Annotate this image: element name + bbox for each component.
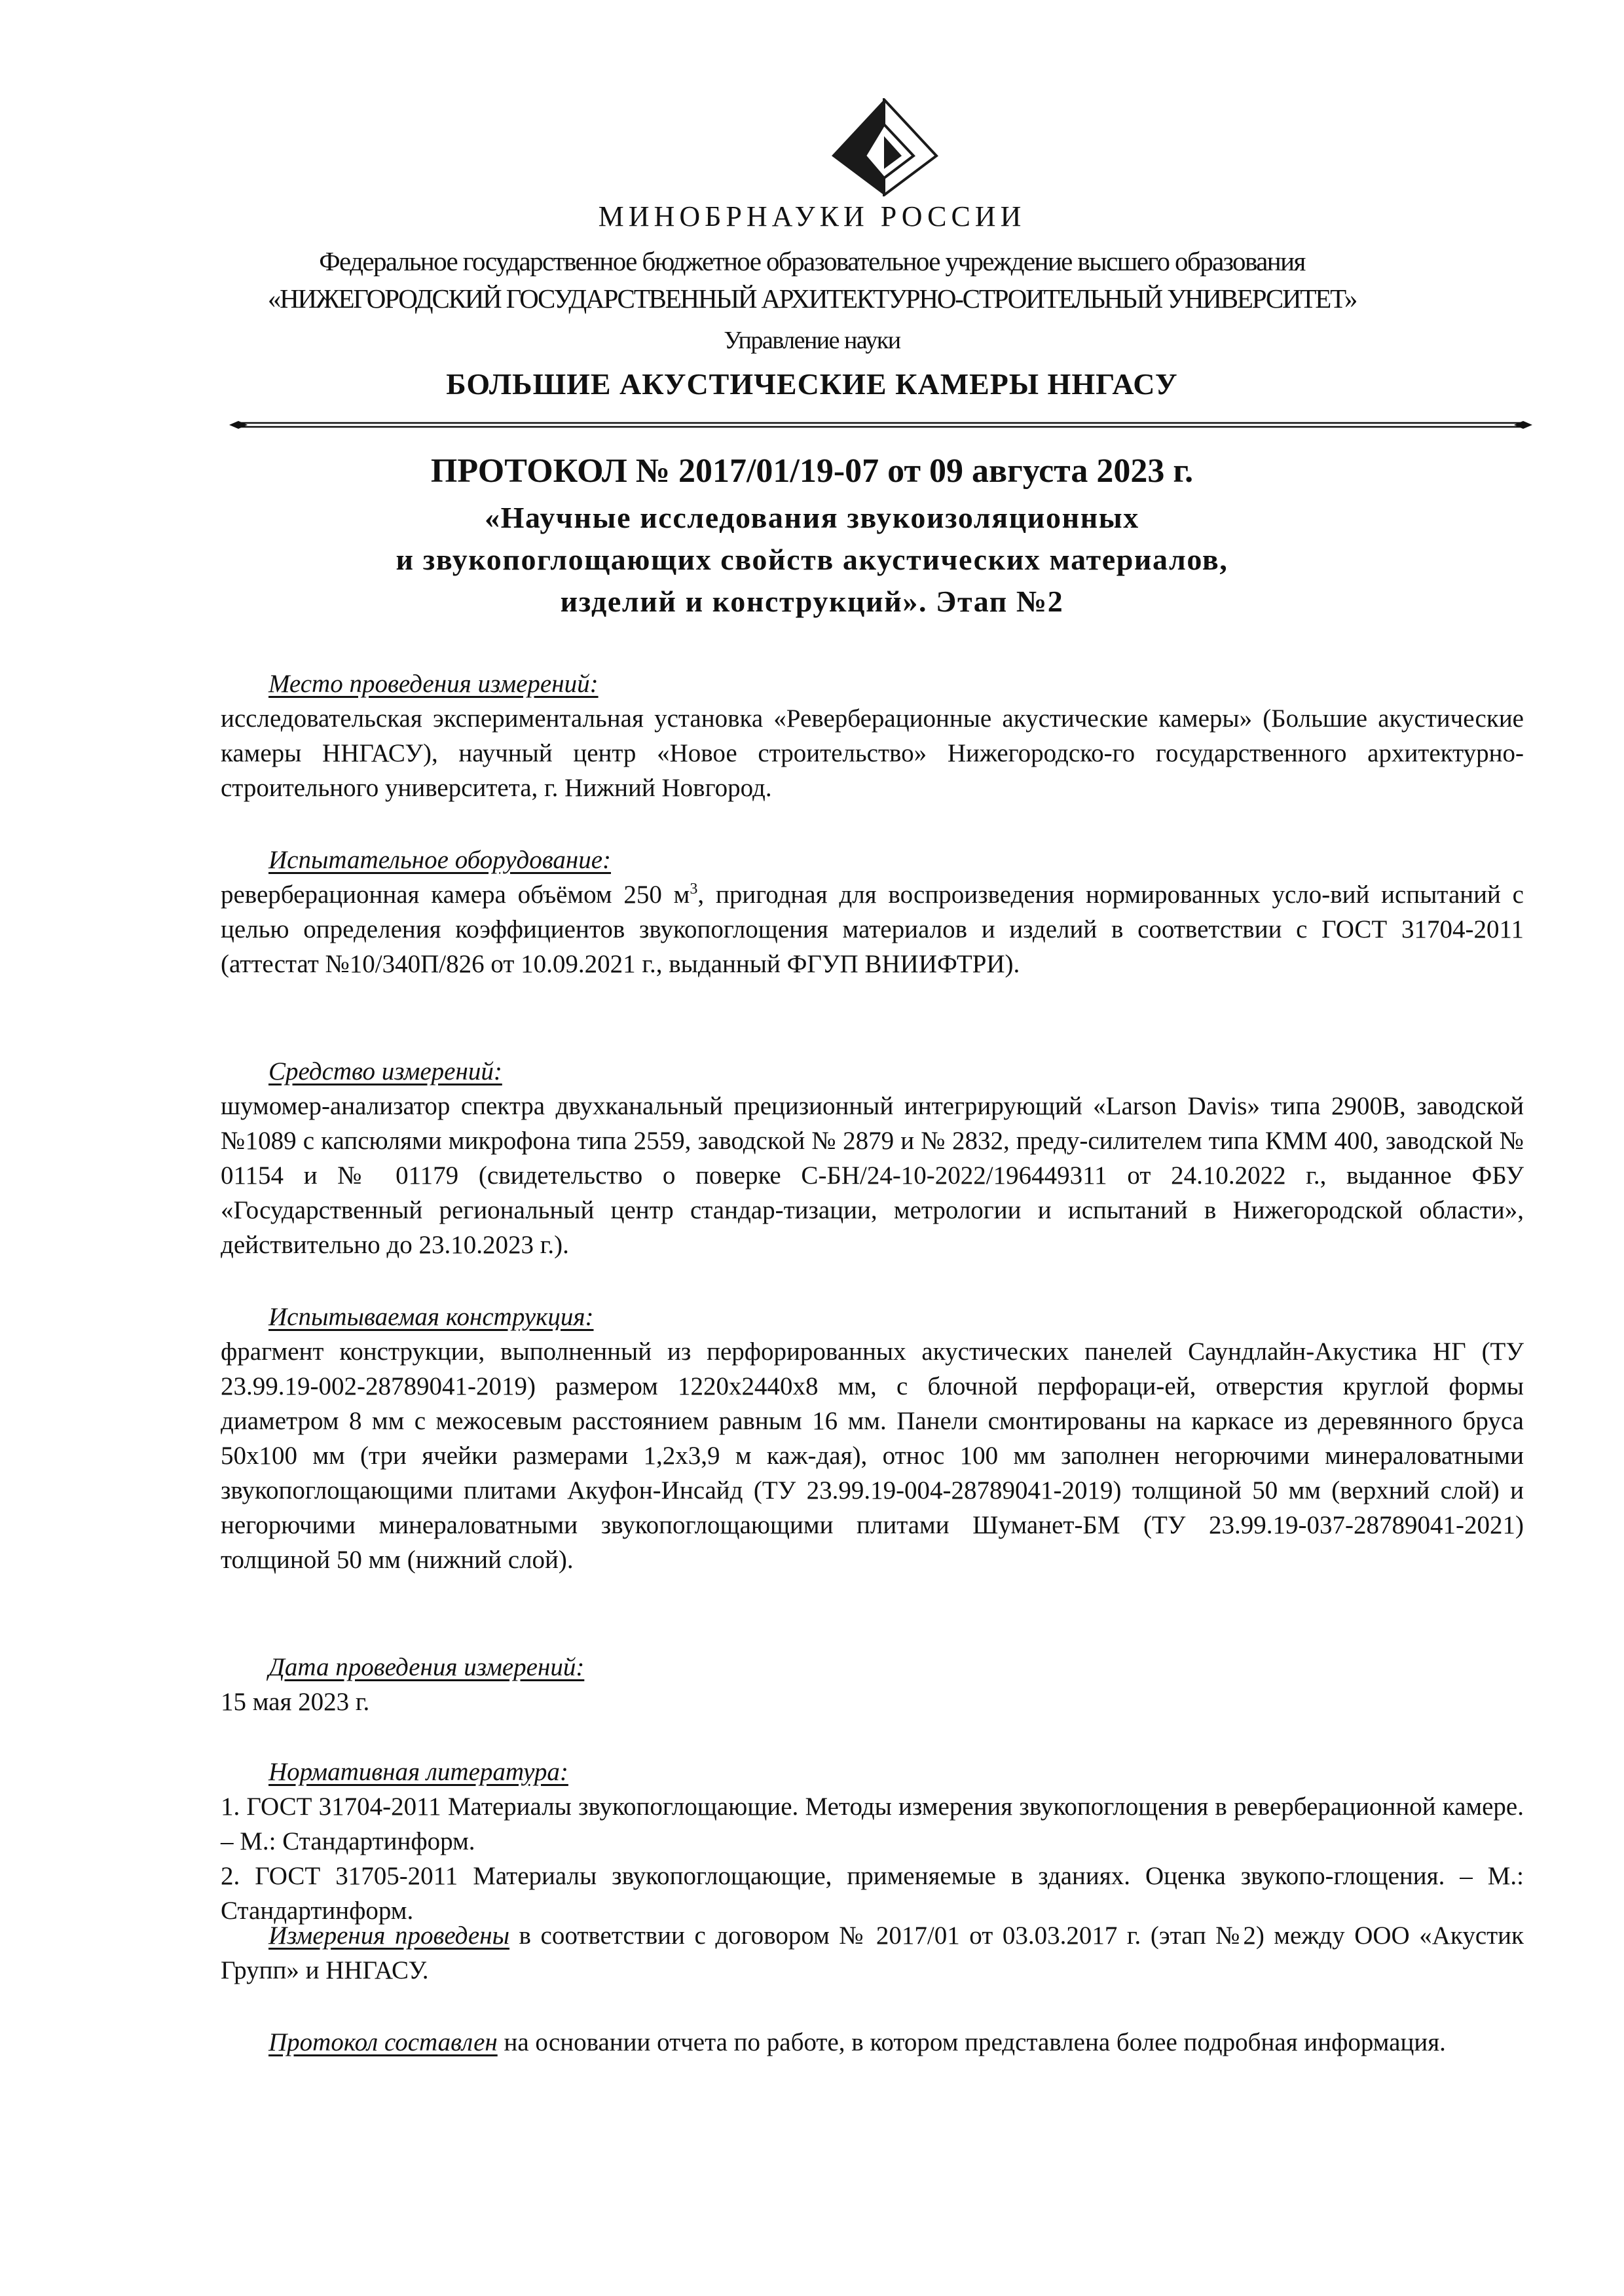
section-text: 15 мая 2023 г.: [221, 1688, 370, 1716]
section-heading: Испытательное оборудование:: [268, 846, 611, 874]
protocol-subject-line-2: и звукопоглощающих свойств акустических материалов,: [396, 543, 1228, 576]
section-construction: [221, 1300, 1524, 1577]
section-basis: [221, 2025, 1524, 2060]
section-heading: Испытываемая конструкция:: [268, 1303, 594, 1331]
section-text: шумомер-анализатор спектра двухканальный прецизионный интегрирующий «Larson Davis» типа 2900В, заводской №1089 с капсюлями микрофона типа 2559, заводской № 2879 и № 2832, преду-силителем типа КММ 400, заводской № 01154 и № 01179 (свидетельство о поверке С-БН/24-10-2022/196449311 от 24.10.2022 г., выданное ФБУ «Государственный региональный центр стандар-тизации, метрологии и испытаний в Нижегородской области», действительно до 23.10.2023 г.).: [221, 1092, 1524, 1259]
section-location: [221, 666, 1524, 805]
section-equipment: [221, 843, 1524, 981]
inline-heading: Протокол составлен: [268, 2028, 498, 2056]
section-literature: [221, 1755, 1524, 1928]
section-text: Измерения проведены в соответствии с договором № 2017/01 от 03.03.2017 г. (этап №2) между ООО «Акустик Групп» и ННГАСУ.: [221, 1922, 1524, 1984]
laboratory-name: БОЛЬШИЕ АКУСТИЧЕСКИЕ КАМЕРЫ ННГАСУ: [446, 367, 1178, 401]
organization-name: «НИЖЕГОРОДСКИЙ ГОСУДАРСТВЕННЫЙ АРХИТЕКТУРНО-СТРОИТЕЛЬНЫЙ УНИВЕРСИТЕТ»: [267, 283, 1357, 314]
section-instrument: [221, 1054, 1524, 1262]
ministry-name: МИНОБРНАУКИ РОССИИ: [598, 200, 1026, 232]
section-date: [221, 1650, 1524, 1719]
section-heading: Место проведения измерений:: [268, 670, 599, 698]
department-name: Управление науки: [724, 327, 900, 354]
protocol-number: ПРОТОКОЛ № 2017/01/19-07 от 09 августа 2023 г.: [430, 452, 1194, 490]
section-text: фрагмент конструкции, выполненный из перфорированных акустических панелей Саундлайн-Акустика НГ (ТУ 23.99.19-002-28789041-2019) размером 1220х2440х8 мм, с блочной перфораци-ей, отверстия круглой формы диаметром 8 мм с межосевым расстоянием равным 16 мм. Панели смонтированы на каркасе из деревянного бруса 50х100 мм (три ячейки размерами 1,2х3,9 м каж-дая), относ 100 мм заполнен негорючими минераловатными звукопоглощающими плитами Акуфон-Инсайд (ТУ 23.99.19-004-28789041-2019) толщиной 50 мм (верхний слой) и негорючими минераловатными звукопоглощающими плитами Шуманет-БМ (ТУ 23.99.19-037-28789041-2021) толщиной 50 мм (нижний слой).: [221, 1338, 1524, 1574]
protocol-subject-line-1: «Научные исследования звукоизоляционных: [485, 501, 1139, 534]
organization-type: Федеральное государственное бюджетное образовательное учреждение высшего образования: [319, 246, 1305, 276]
section-heading: Средство измерений:: [268, 1057, 502, 1085]
university-diamond-logo: [822, 98, 946, 196]
inline-heading: Измерения проведены: [268, 1922, 509, 1950]
section-contract: [221, 1918, 1524, 1988]
superscript-three: 3: [690, 881, 698, 898]
header-divider: [229, 420, 1532, 429]
section-text: исследовательская экспериментальная установка «Реверберационные акустические камеры» (Большие акустические камеры ННГАСУ), научный центр «Новое строительство» Нижегородско-го государственного архитектурно-строительного университета, г. Нижний Новгород.: [221, 704, 1524, 802]
section-heading: Нормативная литература:: [268, 1758, 568, 1786]
section-text: реверберационная камера объёмом 250 $м^3$, пригодная для воспроизведения нормированных усло-вий испытаний с целью определения коэффициентов звукопоглощения материалов и изделий в соответствии с ГОСТ 31704-2011 (аттестат №10/340П/826 от 10.09.2021 г., выданный ФГУП ВНИИФТРИ).: [221, 881, 1524, 978]
protocol-subject-line-3: изделий и конструкций». Этап №2: [560, 585, 1064, 618]
section-heading: Дата проведения измерений:: [268, 1653, 585, 1681]
literature-item-1: 1. ГОСТ 31704-2011 Материалы звукопоглощающие. Методы измерения звукопоглощения в реверберационной камере. – М.: Стандартинформ.: [221, 1793, 1524, 1855]
section-text: Протокол составлен на основании отчета по работе, в котором представлена более подробная информация.: [268, 2028, 1446, 2056]
literature-item-2: 2. ГОСТ 31705-2011 Материалы звукопоглощающие, применяемые в зданиях. Оценка звукопо-глощения. – М.: Стандартинформ.: [221, 1862, 1524, 1925]
